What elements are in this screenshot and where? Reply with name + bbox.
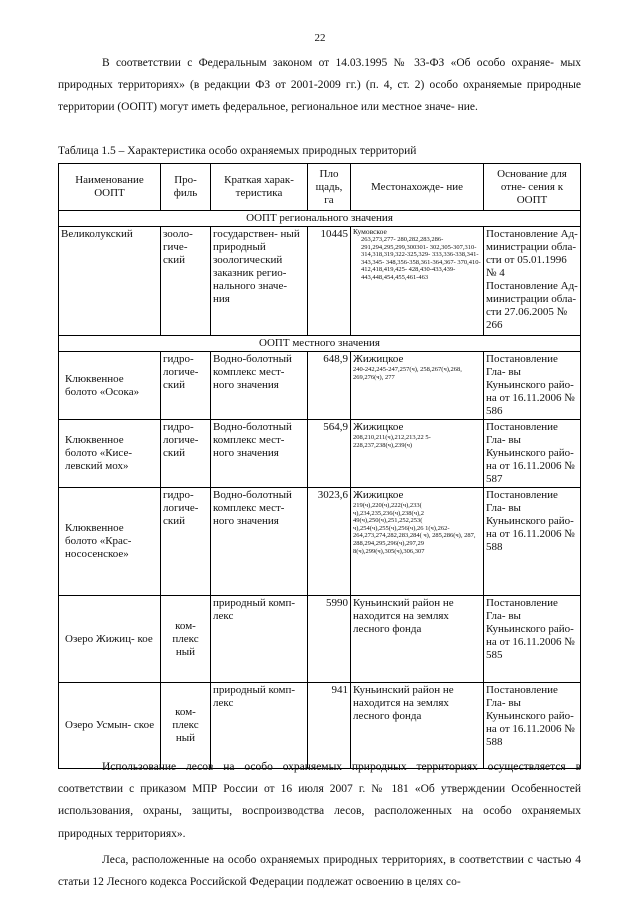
row-location-quarters: 263,273,277- 280,282,283,286- 291,294,295,299,300301- 302,305-307,310- 314,318,319,322-325,329- 333,336-338,341-343,345- 348,356-358,361-364,367- 370,410-412,418,419,425- 428,430-433,439- 443,448,454,455,461-463 xyxy=(361,236,481,281)
row-location xyxy=(351,420,484,488)
row-profile: ком- плекс ный xyxy=(161,683,211,769)
table-row xyxy=(59,227,581,336)
row-description: Водно-болотный комплекс мест- ного значения xyxy=(211,420,308,488)
row-profile: зооло- гиче- ский xyxy=(161,227,211,336)
section-row-local xyxy=(59,336,581,352)
section-row-regional xyxy=(59,211,581,227)
section-local-label: ООПТ местного значения xyxy=(59,336,581,352)
row-description: государствен- ный природный зоологический заказник регио- нального значе- ния xyxy=(211,227,308,336)
para3-text: Леса, расположенные на особо охраняемых природных территориях, в соответствии с частью 4 статьи 12 Лесного кодекса Российской Федерации подлежат освоению в целях со- xyxy=(58,854,581,889)
row-location-label: Жижицкое xyxy=(353,421,404,433)
table-caption: Таблица 1.5 – Характеристика особо охраняемых природных территорий xyxy=(58,145,417,157)
table-header-row xyxy=(59,164,581,211)
row-profile: ком- плекс ный xyxy=(161,596,211,683)
table-row xyxy=(59,596,581,683)
row-area: 564,9 xyxy=(308,420,351,488)
row-description: природный комп- лекс xyxy=(211,683,308,769)
row-area: 5990 xyxy=(308,596,351,683)
oopt-table xyxy=(58,163,581,769)
row-location-quarters: 219(ч),220(ч),222(ч),233( ч),234,235,236(ч),238(ч),2 49(ч),250(ч),251,252,253( ч),254(ч),255(ч),256(ч),26 1(ч),262- 264,273,274,282,283,284( ч), 285,286(ч), 287, 288,294,295,296(ч),297,29 8(ч),299(ч),305(ч),306,307 xyxy=(353,502,476,555)
page-number: 22 xyxy=(314,32,326,44)
row-area: 3023,6 xyxy=(308,488,351,596)
row-name: Клюквенное болото «Крас- нососенское» xyxy=(59,488,161,596)
row-location-label: Жижицкое xyxy=(353,489,404,501)
header-location: Местонахожде- ние xyxy=(351,164,484,211)
section-regional-label: ООПТ регионального значения xyxy=(59,211,581,227)
row-description: природный комп- лекс xyxy=(211,596,308,683)
table-row xyxy=(59,352,581,420)
row-name: Великолукский xyxy=(59,227,161,336)
row-area: 941 xyxy=(308,683,351,769)
intro-line-1: В соответствии с Федеральным законом от 14.03.1995 № 33-ФЗ «Об особо охраняе- xyxy=(102,57,554,69)
row-location xyxy=(351,227,484,336)
body-paragraph-3 xyxy=(58,849,581,893)
row-location: Куньинский район не находится на землях лесного фонда xyxy=(351,596,484,683)
header-description: Краткая харак- теристика xyxy=(211,164,308,211)
row-name: Озеро Усмын- ское xyxy=(59,683,161,769)
header-profile: Про- филь xyxy=(161,164,211,211)
intro-rest: мых природных территориях» (в редакции ФЗ от 2001-2009 гг.) (п. 4, ст. 2) особо охраняемые природные территории (ООПТ) могут иметь федеральное, региональное или местное значе- ние. xyxy=(58,57,582,114)
row-area: 10445 xyxy=(308,227,351,336)
row-name: Озеро Жижиц- кое xyxy=(59,596,161,683)
row-basis: Постановление Гла- вы Куньинского райо- на от 16.11.2006 № 588 xyxy=(484,488,581,596)
row-profile: гидро- логиче- ский xyxy=(161,352,211,420)
row-description: Водно-болотный комплекс мест- ного значения xyxy=(211,488,308,596)
row-profile: гидро- логиче- ский xyxy=(161,420,211,488)
row-basis: Постановление Гла- вы Куньинского райо- на от 16.11.2006 № 586 xyxy=(484,352,581,420)
intro-paragraph xyxy=(58,52,581,119)
row-location xyxy=(351,352,484,420)
header-basis: Основание для отне- сения к ООПТ xyxy=(484,164,581,211)
row-description: Водно-болотный комплекс мест- ного значения xyxy=(211,352,308,420)
row-profile: гидро- логиче- ский xyxy=(161,488,211,596)
body-paragraph-2 xyxy=(58,756,581,845)
row-name: Клюквенное болото «Осока» xyxy=(59,352,161,420)
header-area: Пло щадь, га xyxy=(308,164,351,211)
row-location xyxy=(351,488,484,596)
row-basis: Постановление Гла- вы Куньинского райо- на от 16.11.2006 № 587 xyxy=(484,420,581,488)
row-location: Куньинский район не находится на землях лесного фонда xyxy=(351,683,484,769)
row-basis: Постановление Гла- вы Куньинского райо- на от 16.11.2006 № 588 xyxy=(484,683,581,769)
para2-text: Использование лесов на особо охраняемых природных территориях осуществляется в соответствии с приказом МПР России от 16 июля 2007 г. № 181 «Об утверждении Особенностей использования, охраны, защиты, воспроизводства лесов, расположенных на особо охраняемых природных территориях». xyxy=(58,761,581,840)
row-location-quarters: 208,210,211(ч),212,213,22 5-228,237,238(ч),239(ч) xyxy=(353,434,431,449)
header-name: Наименование ООПТ xyxy=(59,164,161,211)
row-basis: Постановление Ад- министрации обла- сти от 05.01.1996 № 4 Постановление Ад- министрации обла- сти 27.06.2005 № 266 xyxy=(484,227,581,336)
table-row xyxy=(59,488,581,596)
row-location-label: Кумовское xyxy=(353,227,387,236)
row-location-quarters: 240-242,245-247,257(ч), 258,267(ч),268, 269,276(ч), 277 xyxy=(353,366,462,381)
row-name: Клюквенное болото «Кисе- левский мох» xyxy=(59,420,161,488)
row-location-label: Жижицкое xyxy=(353,353,404,365)
row-area: 648,9 xyxy=(308,352,351,420)
table-row xyxy=(59,420,581,488)
row-basis: Постановление Гла- вы Куньинского райо- на от 16.11.2006 № 585 xyxy=(484,596,581,683)
